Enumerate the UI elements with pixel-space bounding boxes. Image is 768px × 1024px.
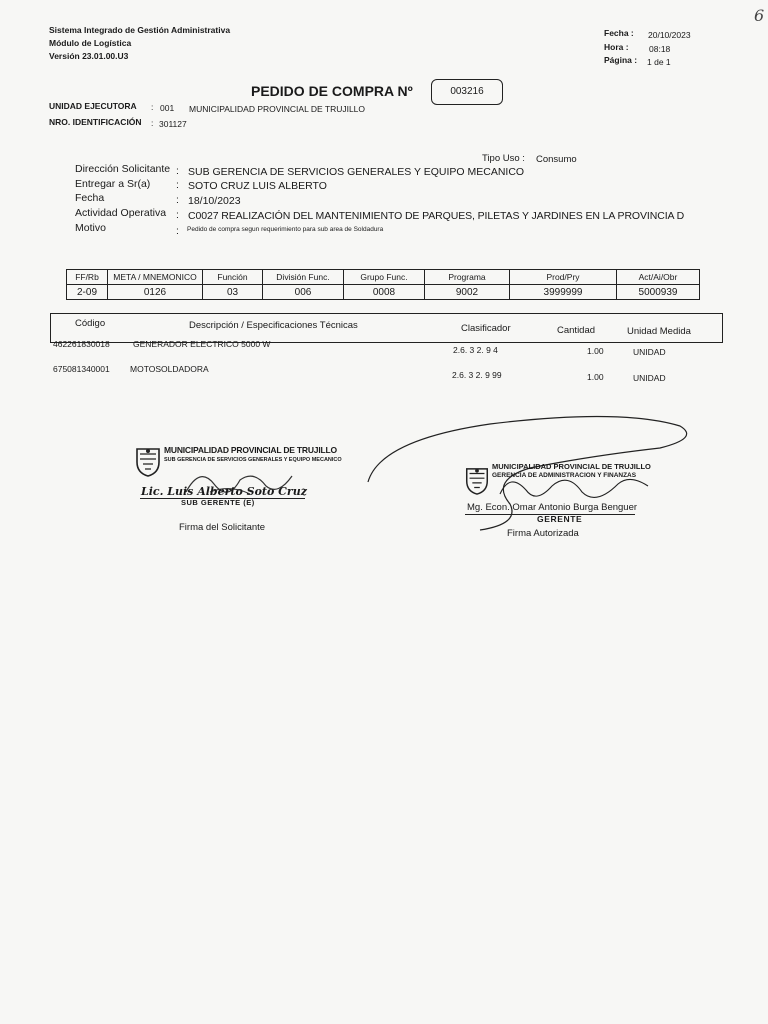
items-header-cantidad: Cantidad	[557, 325, 596, 336]
right-signer-role: GERENTE	[537, 514, 583, 524]
item-unidad: UNIDAD	[633, 373, 666, 383]
pagina-label: Página :	[604, 55, 638, 65]
item-unidad: UNIDAD	[633, 347, 666, 357]
item-clasificador: 2.6. 3 2. 9 99	[452, 370, 502, 380]
ue-code: 001	[160, 103, 175, 113]
budget-header-cell: Prod/Pry	[510, 270, 617, 285]
module-name: Módulo de Logística	[49, 38, 132, 48]
item-codigo: 675081340001	[53, 364, 110, 374]
version-label: Versión 23.01.00.U3	[49, 51, 129, 61]
pagina-value: 1 de 1	[647, 57, 671, 67]
items-header-descripcion: Descripción / Especificaciones Técnicas	[189, 320, 358, 331]
item-clasificador: 2.6. 3 2. 9 4	[453, 345, 498, 355]
budget-value-cell: 9002	[425, 285, 510, 300]
pedido-number: 003216	[450, 86, 484, 97]
actividad-value: C0027 REALIZACIÓN DEL MANTENIMIENTO DE PARQUES, PILETAS Y JARDINES EN LA PROVINCIA D	[188, 210, 685, 222]
budget-header-cell: Función	[203, 270, 263, 285]
fecha-detail-value: 18/10/2023	[188, 195, 241, 207]
budget-value-cell: 0008	[344, 285, 425, 300]
id-label: NRO. IDENTIFICACIÓN	[49, 117, 142, 127]
budget-value-cell: 5000939	[617, 285, 700, 300]
left-signature-caption: Firma del Solicitante	[179, 522, 266, 533]
page-title: PEDIDO DE COMPRA Nº	[251, 83, 413, 99]
budget-header-cell: META / MNEMONICO	[108, 270, 203, 285]
tipo-uso-value: Consumo	[536, 154, 577, 165]
budget-header-row	[67, 270, 700, 285]
actividad-label: Actividad Operativa	[75, 207, 167, 219]
actividad-sep: :	[176, 209, 179, 221]
hora-label: Hora :	[604, 42, 629, 52]
direccion-value: SUB GERENCIA DE SERVICIOS GENERALES Y EQUIPO MECANICO	[188, 166, 525, 178]
motivo-value: Pedido de compra segun requerimiento para sub area de Soldadura	[187, 226, 384, 233]
item-descripcion: MOTOSOLDADORA	[130, 364, 209, 374]
fecha-value: 20/10/2023	[648, 30, 691, 40]
budget-value-cell: 2-09	[67, 285, 108, 300]
left-signer-role: SUB GERENTE (E)	[181, 498, 255, 507]
id-value: 301127	[159, 119, 187, 129]
budget-value-cell: 0126	[108, 285, 203, 300]
right-signature-caption: Firma Autorizada	[507, 528, 579, 539]
items-header-unidad: Unidad Medida	[627, 326, 691, 337]
ue-name: MUNICIPALIDAD PROVINCIAL DE TRUJILLO	[189, 104, 366, 114]
budget-header-cell: Programa	[425, 270, 510, 285]
left-signer-name: Lic. Luis Alberto Soto Cruz	[141, 485, 307, 498]
id-sep: :	[151, 118, 154, 128]
budget-header-cell: División Func.	[263, 270, 344, 285]
budget-header-cell: Grupo Func.	[344, 270, 425, 285]
item-cantidad: 1.00	[587, 372, 604, 382]
system-name: Sistema Integrado de Gestión Administrativa	[49, 25, 231, 35]
item-codigo: 462261830018	[53, 339, 110, 349]
budget-value-cell: 3999999	[510, 285, 617, 300]
motivo-sep: :	[176, 225, 179, 237]
fecha-label: Fecha :	[604, 28, 634, 38]
entregar-sep: :	[176, 179, 179, 191]
items-header-codigo: Código	[75, 318, 106, 329]
fecha-detail-label: Fecha	[75, 192, 105, 204]
right-stamp-title: MUNICIPALIDAD PROVINCIAL DE TRUJILLO	[492, 462, 651, 471]
direccion-label: Dirección Solicitante	[75, 163, 171, 175]
ue-label: UNIDAD EJECUTORA	[49, 101, 137, 111]
right-signer-name: Mg. Econ. Omar Antonio Burga Benguer	[467, 502, 638, 513]
crest-icon	[463, 465, 491, 497]
hora-value: 08:18	[649, 44, 671, 54]
budget-value-row	[67, 285, 700, 300]
item-cantidad: 1.00	[587, 346, 604, 356]
direccion-sep: :	[176, 165, 179, 177]
entregar-value: SOTO CRUZ LUIS ALBERTO	[188, 180, 327, 192]
fecha-detail-sep: :	[176, 194, 179, 206]
budget-header-cell: Act/Ai/Obr	[617, 270, 700, 285]
right-stamp-subtitle: GERENCIA DE ADMINISTRACION Y FINANZAS	[492, 472, 637, 479]
left-stamp-subtitle: SUB GERENCIA DE SERVICIOS GENERALES Y EQUIPO MECANICO	[164, 457, 342, 463]
tipo-uso-label: Tipo Uso :	[482, 153, 525, 164]
budget-value-cell: 006	[263, 285, 344, 300]
motivo-label: Motivo	[75, 222, 106, 234]
budget-value-cell: 03	[203, 285, 263, 300]
left-stamp-title: MUNICIPALIDAD PROVINCIAL DE TRUJILLO	[164, 445, 337, 455]
ue-sep: :	[151, 102, 154, 112]
budget-table	[66, 269, 700, 300]
budget-header-cell: FF/Rb	[67, 270, 108, 285]
items-header-clasificador: Clasificador	[461, 323, 511, 334]
corner-mark: 6	[754, 6, 765, 25]
pedido-number-box	[431, 79, 503, 105]
item-descripcion: GENERADOR ELECTRICO 5000 W	[133, 339, 271, 349]
entregar-label: Entregar a Sr(a)	[75, 178, 151, 190]
crest-icon	[133, 446, 163, 478]
